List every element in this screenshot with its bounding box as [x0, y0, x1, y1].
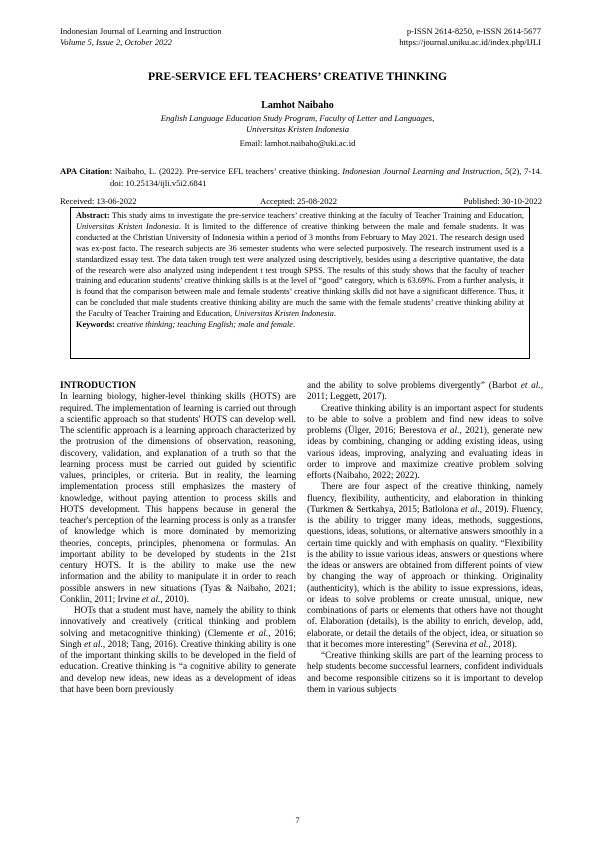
- apa-citation: APA Citation: Naibaho, L. (2022). Pre-service EFL teachers’ creative thinking. Indonesian Journal Learning and Instruction, 5(2), 7-14. doi: 10.25134/ijli.v5i2.6841: [60, 166, 543, 188]
- paragraph: In learning biology, higher-level thinking skills (HOTS) are required. The implementation of learning is carried out through a scientific approach so that students' HOTS can develop well. The scientific approach is a learning approach characterized by the protrusion of the dimensions of observation, reasoning, discovery, validation, and explanation of a truth so that the learning process must be carried out guided by scientific values, principles, or criteria. But in reality, the learning implementation process still emphasizes the mastery of knowledge, without paying attention to process skills and HOTS development. This happens because in general the teacher's perception of the learning process is only as a transfer of knowledge which is more dominated by memorizing theories, concepts, principles, phenomena or formulas. An important ability to be developed by students in the 21st century HOTS. It is the ability to make use the new information and the ability to manipulate it in order to reach possible answers in new situations (Tyas & Naibaho, 2021; Conklin, 2011; Irvine et al., 2010).: [60, 392, 296, 605]
- journal-issue: Volume 5, Issue 2, October 2022: [60, 37, 172, 47]
- abstract-box: [70, 207, 530, 359]
- left-column: [60, 381, 296, 696]
- paper-title: PRE-SERVICE EFL TEACHERS’ CREATIVE THINKING: [148, 70, 447, 83]
- journal-url[interactable]: https://journal.uniku.ac.id/index.php/IJLI: [399, 37, 541, 47]
- paragraph: There are four aspect of the creative thinking, namely fluency, flexibility, authenticity, and elaboration in thinking (Turkmen & Sertkahya, 2015; Batlolona et al., 2019). Fluency, is the ability to trigger many ideas, methods, suggestions, questions, ideas, solutions, or alternative answers smoothly in a certain time quickly and with emphasis on quality. “Flexibility is the ability to issue various ideas, answers or questions where the ideas or answers are obtained from different points of view by changing the way of approach or thinking. Originality (authenticity), which is the ability to issue expressions, ideas, or ideas to solve problems or create unusual, unique, new combinations of parts or elements that others have not thought of. Elaboration (details), is the ability to enrich, develop, add, elaborate, or detail the details of the object, idea, or situation so that it becomes more interesting” (Serevina et al., 2018).: [307, 482, 543, 650]
- keywords: Keywords: creative thinking; teaching English; male and female.: [76, 320, 296, 330]
- accepted-date: Accepted: 25-08-2022: [260, 196, 338, 206]
- journal-issn: p-ISSN 2614-8250, e-ISSN 2614-5677: [406, 26, 541, 36]
- paragraph: HOTs that a student must have, namely the ability to think innovatively and creatively (critical thinking and problem solving and metacognitive thinking) (Clemente et al., 2016; Singh et al., 2018; Tang, 2016). Creative thinking ability is one of the important thinking skills to be developed in the field of education. Creative thinking is “a cognitive ability to generate and develop new ideas, new ideas as a development of ideas that have been born previously: [60, 606, 297, 695]
- abstract-text: Abstract: This study aims to investigate the pre-service teachers’ creative thinking at the faculty of Teacher Training and Education, Universitas Kristen Indonesia. It is limited to the difference of creative thinking between the male and female students. It was conducted at the Christian University of Indonesia within a period of 3 months from February to May 2021. The research design used was ex-post facto. The research subjects are 36 semester students who were selected purposively. The research instrument used is a standardized essay test. The data taken trough test were analyzed using descriptively, besides using a descriptive quantative, the data of the research were also analyzed using independent t test trough SPSS. The results of this study shows that the faculty of teacher training and education students’ creative thinking skills is at the level of “good” category, which is 63.69%. From a further analysis, it is found that the comparison between male and female students’ creative thinking skills did not have a significant difference. Thus, it can be concluded that male students creative thinking ability are much the same with the female students’ creative thinking ability at the Faculty of Teacher Training and Education, Universitas Kristen Indonesia.: [76, 211, 524, 319]
- published-date: Published: 30-10-2022: [463, 196, 542, 206]
- running-header-right: [399, 26, 541, 48]
- page-number: 7: [295, 815, 300, 825]
- article-dates: [60, 196, 542, 207]
- paragraph: “Creative thinking skills are part of the learning process to help students become successful learners, confident individuals and become responsible citizens so it is important to develop them in various subjects: [307, 651, 543, 695]
- right-column: [307, 381, 543, 696]
- author-name: Lamhot Naibaho: [261, 100, 334, 111]
- author-affiliation: English Language Education Study Program, Faculty of Letter and Languages, Universitas Kristen Indonesia: [160, 113, 435, 134]
- paragraph: Creative thinking ability is an important aspect for students to be able to solve a problem and find new ideas to solve problems (Ülger, 2016; Berestova et al., 2021), generate new ideas by combining, changing or adding existing ideas, using various ideas, improving, analyzing and evaluating ideas in order to improve and maximize creative problem solving efforts (Naibaho, 2022; 2022).: [307, 403, 543, 481]
- paragraph: and the ability to solve problems divergently” (Barbot et al., 2011; Leggett, 2017).: [307, 381, 543, 403]
- running-header-left: [60, 26, 222, 48]
- received-date: Received: 13-06-2022: [60, 196, 137, 206]
- author-email[interactable]: Email: lamhot.naibaho@uki.ac.id: [239, 138, 356, 148]
- journal-name: Indonesian Journal of Learning and Instruction: [60, 26, 222, 36]
- section-heading-introduction: INTRODUCTION: [60, 381, 137, 391]
